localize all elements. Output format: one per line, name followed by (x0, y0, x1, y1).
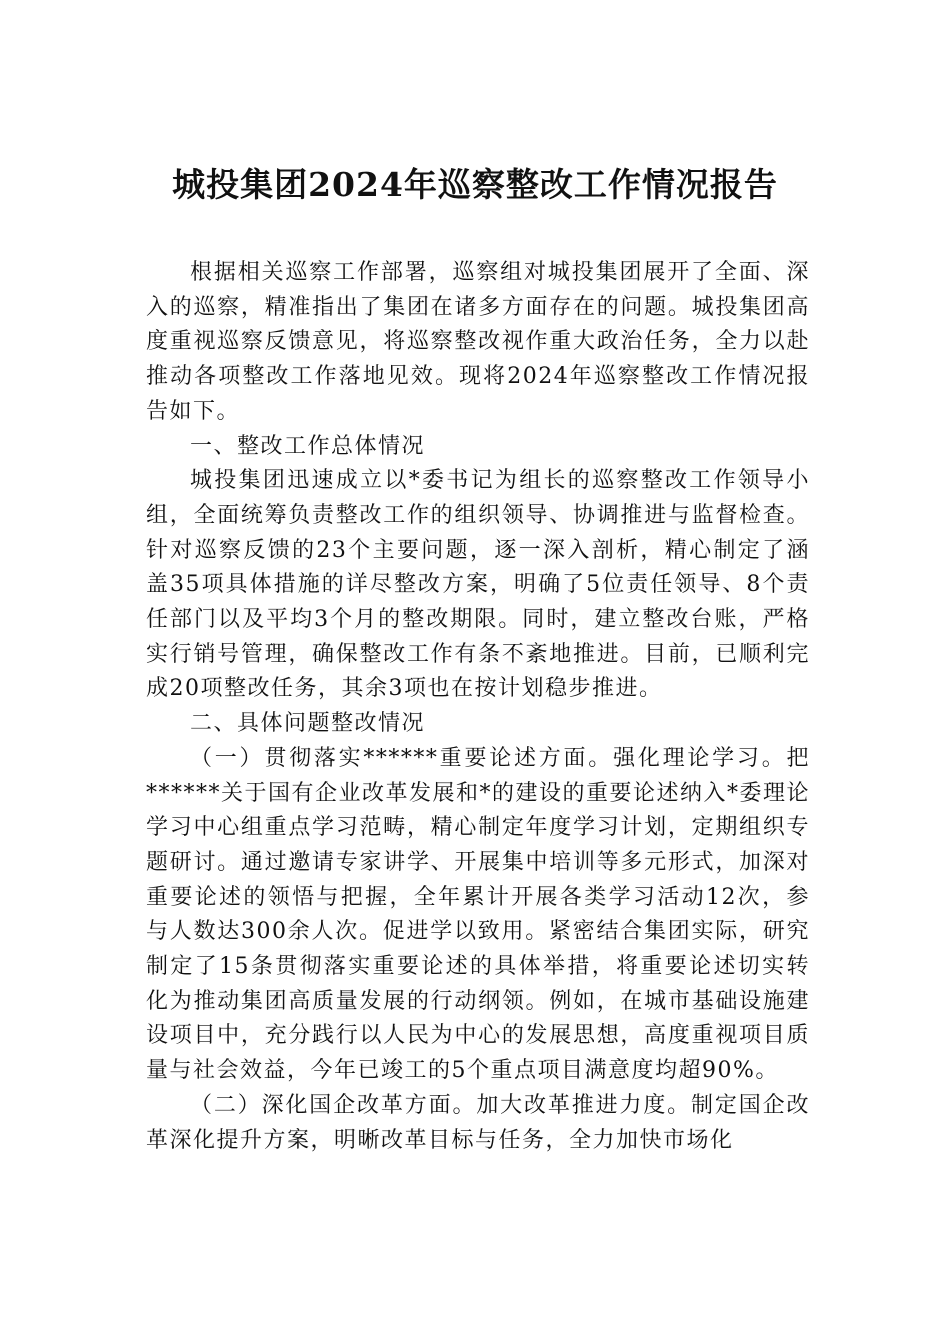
item-1-lead: （一）贯彻落实******重要论述方面。 (190, 745, 614, 771)
item-2-text: 加大改革推进力度。制定国企改革深化提升方案，明晰改革目标与任务，全力加快市场化 (146, 1092, 810, 1153)
section-2-heading: 二、具体问题整改情况 (190, 711, 426, 737)
item-2-lead: （二）深化国企改革方面。 (190, 1092, 477, 1118)
item-1-text: 强化理论学习。把******关于国有企业改革发展和*的建设的重要论述纳入*委理论学习中心组重点学习范畴，精心制定年度学习计划，定期组织专题研讨。通过邀请专家讲学、开展集中培训等多元形式，加深对重要论述的领悟与把握，全年累计开展各类学习活动12次，参与人数达300余人次。促进学以致用。紧密结合集团实际，研究制定了15条贯彻落实重要论述的具体举措，将重要论述切实转化为推动集团高质量发展的行动纲领。例如，在城市基础设施建设项目中，充分践行以人民为中心的发展思想，高度重视项目质量与社会效益，今年已竣工的5个重点项目满意度均超90%。 (146, 745, 811, 1084)
section-2-item-2 (146, 1089, 810, 1158)
document-title: 城投集团2024年巡察整改工作情况报告 (172, 165, 778, 204)
section-1-paragraph: 城投集团迅速成立以*委书记为组长的巡察整改工作领导小组，全面统筹负责整改工作的组织领导、协调推进与监督检查。针对巡察反馈的23个主要问题，逐一深入剖析，精心制定了涵盖35项具体措施的详尽整改方案，明确了5位责任领导、8个责任部门以及平均3个月的整改期限。同时，建立整改台账，严格实行销号管理，确保整改工作有条不紊地推进。目前，已顺利完成20项整改任务，其余3项也在按计划稳步推进。 (146, 468, 810, 702)
section-1-heading: 一、整改工作总体情况 (190, 433, 426, 459)
document-body (146, 256, 810, 1158)
intro-paragraph: 根据相关巡察工作部署，巡察组对城投集团展开了全面、深入的巡察，精准指出了集团在诸多方面存在的问题。城投集团高度重视巡察反馈意见，将巡察整改视作重大政治任务，全力以赴推动各项整改工作落地见效。现将2024年巡察整改工作情况报告如下。 (146, 260, 810, 424)
section-2-item-1 (146, 742, 810, 1089)
